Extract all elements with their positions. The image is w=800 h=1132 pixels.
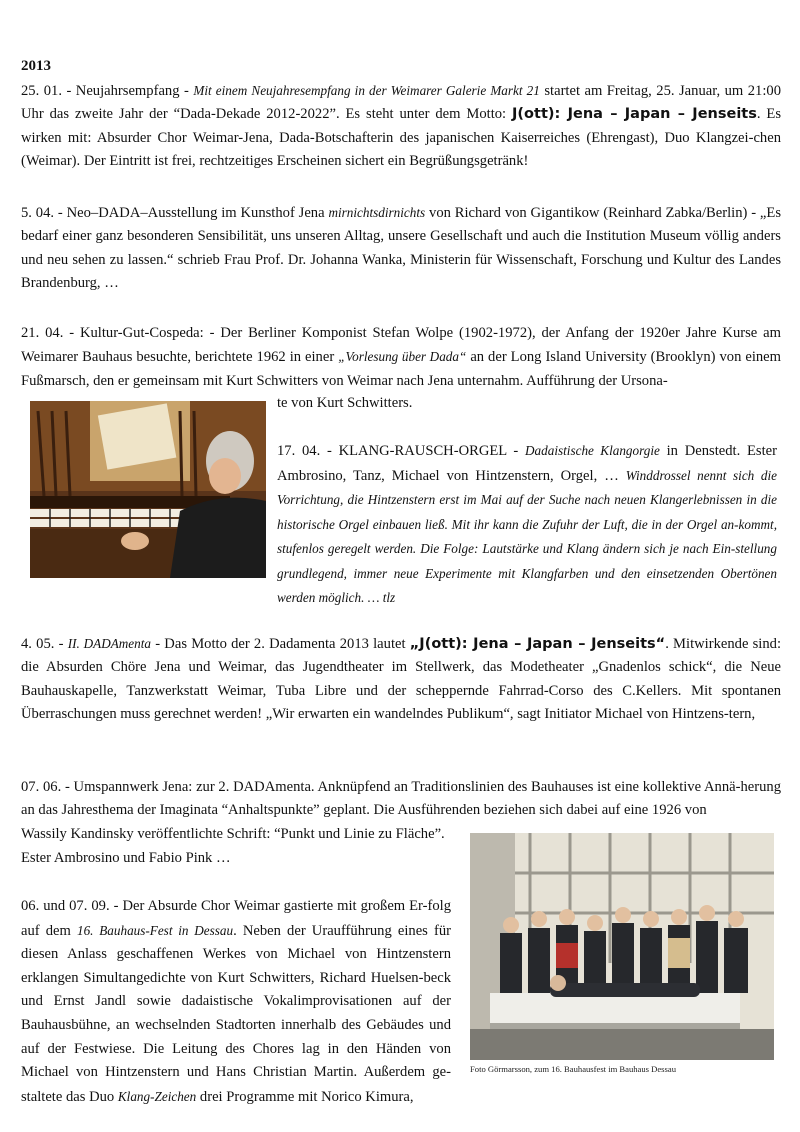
entry-text: drei Programme mit Norico Kimura, <box>199 1088 414 1105</box>
entry-italic: 16. Bauhaus-Fest in Dessau <box>76 922 234 938</box>
entry-italic: Klang-Zeichen <box>117 1088 197 1104</box>
entry-text: - Das Motto der 2. Dadamenta 2013 lautet <box>155 636 406 652</box>
entry-umspannwerk-cont: Ester Ambrosino und Fabio Pink … <box>21 850 231 866</box>
entry-italic: Mit einem Neujahresempfang in der Weimarer Galerie Markt 21 <box>193 83 540 98</box>
entry-text: 5. 04. - Neo–DADA–Ausstellung im Kunsthof Jena <box>21 205 325 221</box>
entry-text: startet am Freitag, 25. Januar, um 21:00 Uhr das zweite Jahr der “Dada-Dekade 2012-2022”. Es steht unter dem Motto: <box>21 83 781 123</box>
entry-bauhaus-fest <box>21 895 451 1109</box>
entry-italic: Dadaistische Klangorgie <box>525 443 660 458</box>
entry-text: an der Long Island University (Brooklyn) von einem Fußmarsch, den er gemeinsam mit Kurt Schwitters von Weimar nach Jena unternahm. Aufführung der Ursona- <box>21 349 782 389</box>
entry-text: 06. und 07. 09. - Der Absurde Chor Weimar gastierte mit großem Er-folg auf dem <box>21 898 451 939</box>
entry-text: . Neben der Uraufführung eines für diesen Anlass geschaffenen Werkes von Michael von Hintzenstern erklangen Simultangedichte von Kurt Schwitters, Richard Huelsen-beck und Ernst Jandl sowie dadaistische Vokalimprovisationen auf der Bauhausbühne, an wechselnden Stadtorten innerhalb des Gebäudes und auf der Festwiese. Die Leitung des Chores lag in den Händen von Michael von Hintzenstern und Hans Christian Martin. Außerdem ge-staltete das Duo <box>21 922 451 1105</box>
entry-text: 21. 04. - Kultur-Gut-Cospeda: - Der Berliner Komponist Stefan Wolpe (1902-1972), der Anfang der 1920er Jahre Kurse am Weimarer Bauhaus besuchte, berichtete 1962 in einer <box>21 325 781 366</box>
entry-text: von Richard von Gigantikow (Reinhard Zabka/Berlin) - „Es bedarf einer ganz besonderen Sensibilität, uns unseren Alltag, unsere Gesellschaft und auch die Institution Museum völlig anders und neu sehen zu lassen.“ schrieb Frau Prof. Dr. Johanna Wanka, Ministerin für Wissenschaft, Forschung und Kultur des Landes Brandenburg, … <box>21 205 781 291</box>
entry-text: in Denstedt. Ester Ambrosino, Tanz, Michael von Hintzenstern, Orgel, … <box>277 443 777 484</box>
entry-klang-rausch-orgel <box>277 439 777 611</box>
group-photo <box>470 833 774 1060</box>
entry-italic: mirnichtsdirnichts <box>328 205 426 220</box>
entry-neujahrsempfang <box>21 79 781 173</box>
organ-photo <box>30 401 266 578</box>
entry-kultur-gut-end: te von Kurt Schwitters. <box>277 395 413 411</box>
entry-text: 17. 04. - KLANG-RAUSCH-ORGEL - <box>277 443 519 459</box>
entry-italic: Winddrossel nennt sich die Vorrichtung, die Hintzenstern erst im Mai auf der Suche nach neuen Klangerlebnissen in die historische Orgel einbauen ließ. Mit ihr kann die Zufuhr der Luft, die in der Orgel an-kommt, stufenlos geregelt werden. Die Folge: Lautstärke und Klang ändern sich je nach Ein-stellung grundlegend, immer neue Experimente mit Klangfarben und den einsetzenden Obertönen werden möglich. … tlz <box>277 467 777 605</box>
entry-text: . Mitwirkende sind: die Absurden Chöre Jena und Weimar, das Jugendtheater im Stellwerk, das Modetheater „Gnadenlos schick“, die Neue Bauhauskapelle, Tanzwerkstatt Weimar, Tuba Libre und der scheppernde Fahrrad-Corso des C.Kellers. Mit spontanen Überraschungen muss gerechnet werden! „Wir erwarten ein wandelndes Publikum“, sagt Initiator Michael von Hintzens-tern, <box>21 636 782 722</box>
motto: J(ott): Jena – Japan – Jenseits <box>512 106 757 123</box>
entry-italic: „Vorlesung über Dada“ <box>338 349 467 365</box>
entry-umspannwerk: 07. 06. - Umspannwerk Jena: zur 2. DADAmenta. Anknüpfend an Traditionslinien des Bauhauses ist eine kollektive Annä-herung an das Jahresthema der Imaginata “Anhaltspunkte” geplant. Die Ausführenden beziehen sich dabei auf eine 1926 von <box>21 779 781 819</box>
year-heading: 2013 <box>21 58 51 74</box>
entry-kultur-gut <box>21 322 781 393</box>
entry-italic: II. DADAmenta <box>67 636 152 651</box>
motto: „J(ott): Jena – Japan – Jenseits“ <box>409 636 666 652</box>
photo-caption: Foto Görmarsson, zum 16. Bauhausfest im Bauhaus Dessau <box>470 1064 676 1074</box>
entry-umspannwerk-cont: Wassily Kandinsky veröffentlichte Schrift: “Punkt und Linie zu Fläche”. <box>21 826 445 842</box>
entry-text: . Es wirken mit: Absurder Chor Weimar-Jena, Dada-Botschafterin des japanischen Kaiserreiches (Ehrengast), Duo Klangzei-chen (Weimar). Der Eintritt ist frei, rechtzeitiges Erscheinen sichert ein Begrüßungsgetränk! <box>21 106 781 169</box>
entry-dadamenta <box>21 632 781 726</box>
entry-date: 25. 01. - Neujahrsempfang - <box>21 83 189 99</box>
entry-date: 4. 05. - <box>21 636 64 652</box>
entry-neo-dada <box>21 201 781 295</box>
